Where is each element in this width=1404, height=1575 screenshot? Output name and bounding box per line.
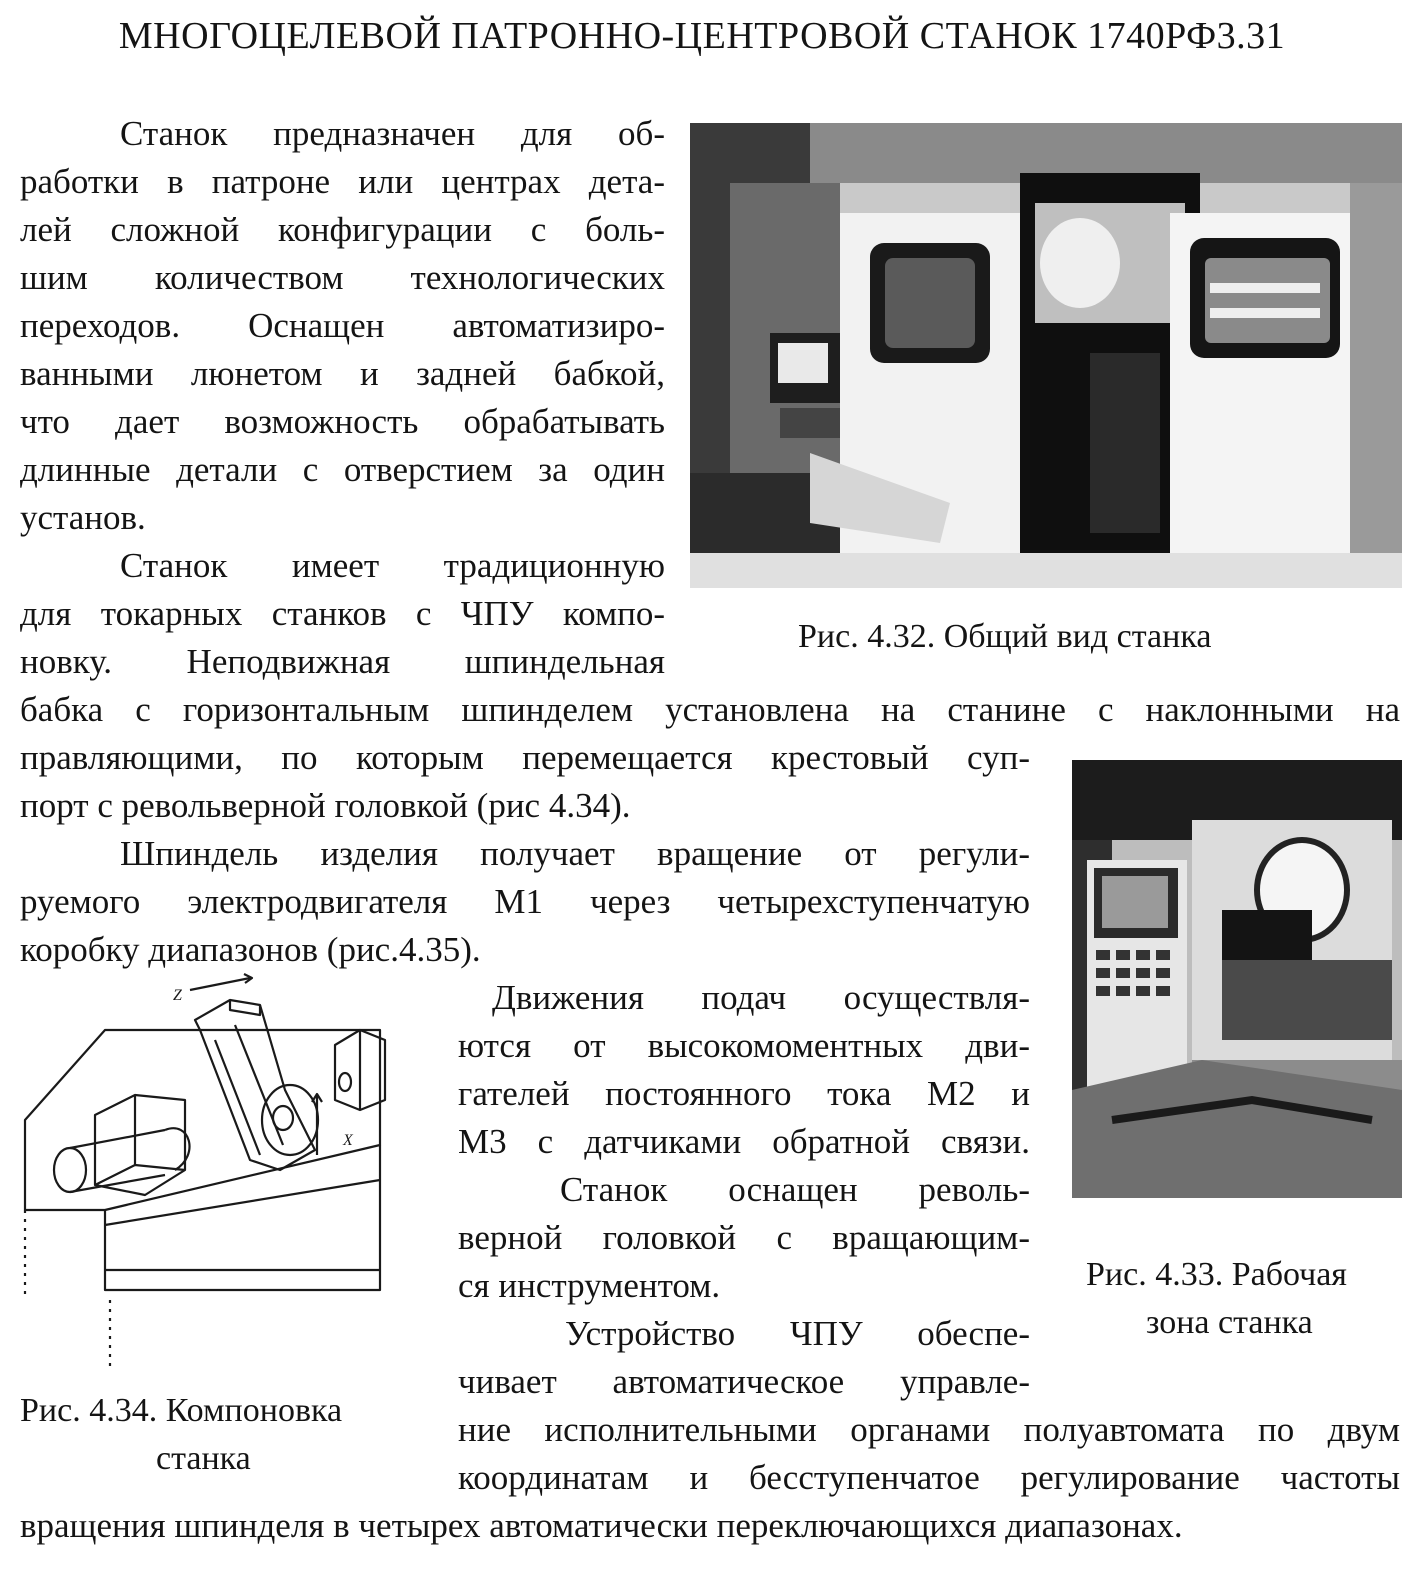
body-line: ние исполнительными органами полуавтомата по двум: [458, 1410, 1400, 1449]
body-line: верной головкой с вращающим-: [458, 1218, 1030, 1257]
body-line: гателей постоянного тока М2 и: [458, 1074, 1030, 1113]
body-line: Движения подач осуществля-: [492, 978, 1030, 1017]
body-line: Станок предназначен для об-: [120, 114, 665, 153]
body-line: шим количеством технологических: [20, 258, 665, 297]
body-line: Станок оснащен револь-: [560, 1170, 1030, 1209]
body-line: ся инструментом.: [458, 1266, 721, 1305]
body-line: Станок имеет традиционную: [120, 546, 665, 585]
body-line: руемого электродвигателя М1 через четырехступенчатую: [20, 882, 1030, 921]
body-line: координатам и бесступенчатое регулирование частоты: [458, 1458, 1400, 1497]
body-line: бабка с горизонтальным шпинделем установлена на станине с наклонными на: [20, 690, 1400, 729]
body-line: Устройство ЧПУ обеспе-: [565, 1314, 1030, 1353]
axis-x-label: X: [343, 1132, 353, 1149]
body-line: правляющими, по которым перемещается крестовый суп-: [20, 738, 1030, 777]
body-line: что дает возможность обрабатывать: [20, 402, 665, 441]
figure-4-32-caption: Рис. 4.32. Общий вид станка: [798, 618, 1212, 655]
figure-4-34-caption-line2: станка: [156, 1440, 251, 1477]
body-line: вращения шпинделя в четырех автоматически переключающихся диапазонах.: [20, 1506, 1183, 1545]
body-line: лей сложной конфигурации с боль-: [20, 210, 665, 249]
body-line: коробку диапазонов (рис.4.35).: [20, 930, 481, 969]
page-title: МНОГОЦЕЛЕВОЙ ПАТРОННО-ЦЕНТРОВОЙ СТАНОК 1740РФ3.31: [118, 15, 1286, 57]
body-line: новку. Неподвижная шпиндельная: [20, 642, 665, 681]
figure-4-33-caption-line1: Рис. 4.33. Рабочая: [1086, 1256, 1347, 1293]
body-line: переходов. Оснащен автоматизиро-: [20, 306, 665, 345]
figure-4-33-caption-line2: зона станка: [1146, 1304, 1313, 1341]
body-line: установ.: [20, 498, 146, 537]
body-line: Шпиндель изделия получает вращение от регули-: [120, 834, 1030, 873]
figure-4-32-photo: [690, 123, 1402, 588]
body-line: для токарных станков с ЧПУ компо-: [20, 594, 665, 633]
figure-4-34-caption-line1: Рис. 4.34. Компоновка: [20, 1392, 343, 1429]
body-line: чивает автоматическое управле-: [458, 1362, 1030, 1401]
body-line: порт с револьверной головкой (рис 4.34).: [20, 786, 631, 825]
body-line: ванными люнетом и задней бабкой,: [20, 354, 665, 393]
figure-4-33-photo: [1072, 760, 1402, 1198]
axis-z-label: Z: [173, 987, 182, 1004]
body-line: работки в патроне или центрах дета-: [20, 162, 665, 201]
body-line: длинные детали с отверстием за один: [20, 450, 665, 489]
figure-4-34-drawing: [15, 970, 435, 1370]
body-line: М3 с датчиками обратной связи.: [458, 1122, 1030, 1161]
body-line: ются от высокомоментных дви-: [458, 1026, 1030, 1065]
